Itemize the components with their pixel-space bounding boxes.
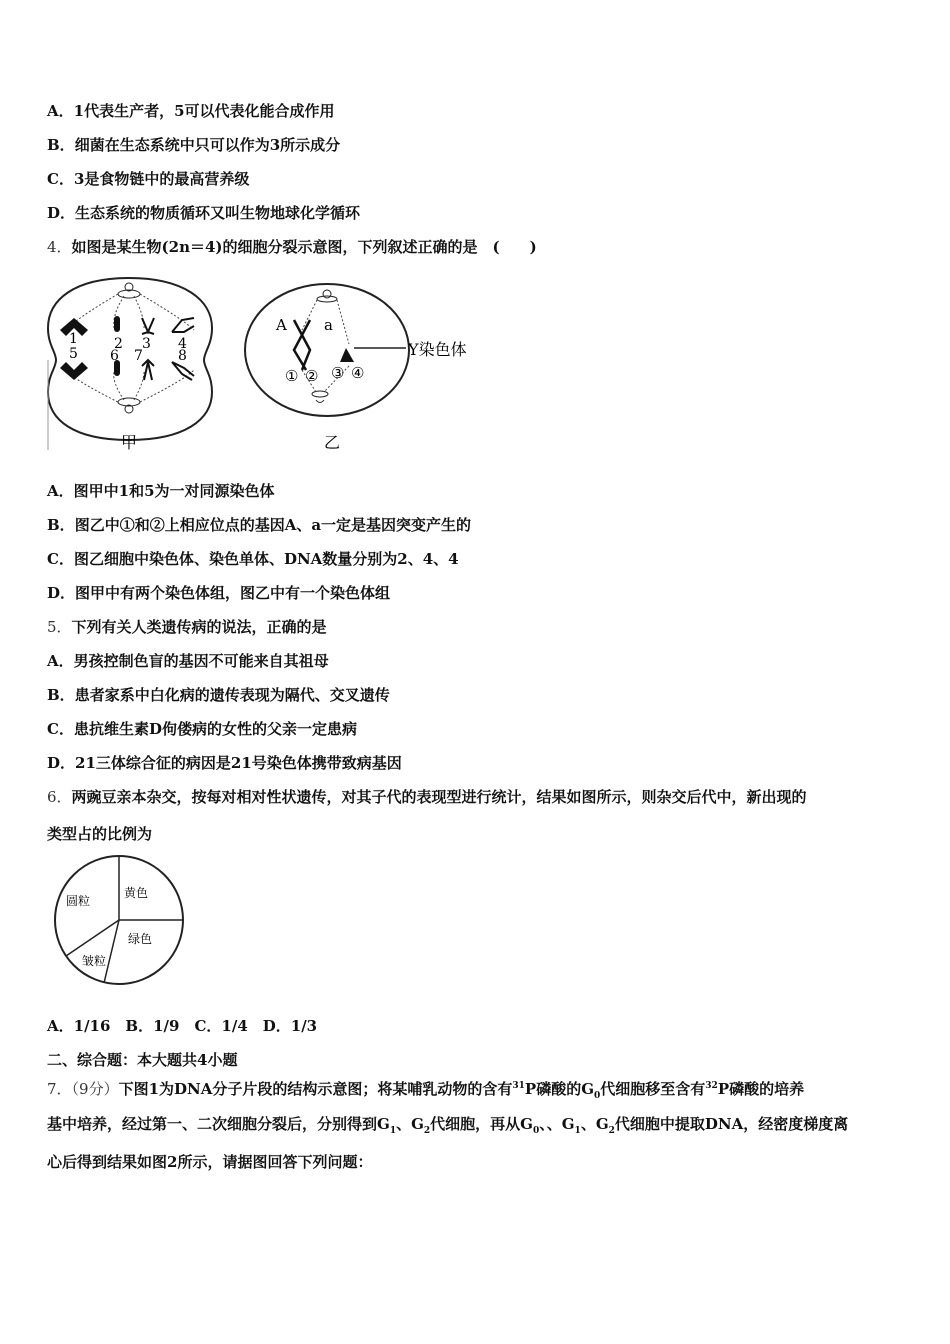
yi-caption: 乙 [324, 433, 341, 452]
q4-option-a: A．图甲中1和5为一对同源染色体 [47, 482, 275, 500]
pie-label-green: 绿色 [128, 932, 153, 946]
jia-label-3: 3 [142, 336, 151, 352]
yi-label-2: ② [305, 367, 319, 385]
q6-stem-line1: 6．两豌豆亲本杂交，按每对相对性状遗传，对其子代的表现型进行统计，结果如图所示，则杂交后代中，新出现的 [47, 788, 807, 806]
jia-label-8: 8 [178, 348, 187, 364]
yi-label-4: ④ [351, 364, 365, 382]
yi-label-A: A [276, 316, 287, 334]
q5-option-d: D．21三体综合征的病因是21号染色体携带致病基因 [47, 754, 402, 772]
jia-label-2: 2 [114, 336, 123, 352]
cell-yi [245, 284, 409, 416]
q4-option-b: B．图乙中①和②上相应位点的基因A、a一定是基因突变产生的 [47, 516, 472, 534]
q6-pie-figure [44, 855, 194, 990]
q6-options: A．1/16 B．1/9 C．1/4 D．1/3 [47, 1017, 318, 1035]
q3-option-c: C．3是食物链中的最高营养级 [47, 170, 250, 188]
section-2-heading: 二、综合题：本大题共4小题 [47, 1051, 238, 1069]
q5-stem: 5．下列有关人类遗传病的说法，正确的是 [47, 618, 327, 636]
pie-label-yellow: 黄色 [124, 886, 149, 900]
q3-option-d: D．生态系统的物质循环又叫生物地球化学循环 [47, 204, 361, 222]
jia-caption: 甲 [121, 433, 138, 452]
yi-label-a: a [324, 316, 333, 334]
q4-stem: 4．如图是某生物(2n＝4)的细胞分裂示意图，下列叙述正确的是 ( ) [47, 238, 537, 256]
jia-label-5: 5 [69, 346, 78, 362]
cell-jia [48, 278, 212, 450]
q3-option-a: A．1代表生产者，5可以代表化能合成作用 [47, 102, 335, 120]
q4-option-d: D．图甲中有两个染色体组，图乙中有一个染色体组 [47, 584, 391, 602]
q7-line2: 基中培养，经过第一、二次细胞分裂后，分别得到$G_1$、$G_2$代细胞，再从$G_0$、、$G_1$、$G_2$代细胞中提取DNA，经密度梯度离 [47, 1115, 849, 1136]
yi-label-3: ③ [331, 364, 345, 382]
jia-label-4: 4 [178, 336, 187, 352]
q5-option-c: C．患抗维生素D佝偻病的女性的父亲一定患病 [47, 720, 357, 738]
q7-line1: 7．（9分）下图1为DNA分子片段的结构示意图；将某哺乳动物的含有$^{31}$P磷酸的$G_0$代细胞移至含有$^{32}$P磷酸的培养 [47, 1080, 805, 1101]
pie-label-wrinkled: 皱粒 [82, 954, 107, 968]
jia-label-6: 6 [110, 348, 119, 364]
yi-pointer-label: Y染色体 [408, 340, 467, 359]
yi-label-1: ① [285, 367, 299, 385]
q5-option-a: A．男孩控制色盲的基因不可能来自其祖母 [47, 652, 329, 670]
q4-figure [44, 270, 514, 455]
q3-option-b: B．细菌在生态系统中只可以作为3所示成分 [47, 136, 341, 154]
q5-option-b: B．患者家系中白化病的遗传表现为隔代、交叉遗传 [47, 686, 390, 704]
jia-label-1: 1 [69, 331, 78, 347]
q7-line3: 心后得到结果如图2所示，请据图回答下列问题： [47, 1153, 373, 1171]
jia-label-7: 7 [134, 348, 143, 364]
q6-stem-line2: 类型占的比例为 [47, 825, 153, 843]
q4-option-c: C．图乙细胞中染色体、染色单体、DNA数量分别为2、4、4 [47, 550, 459, 568]
pie-label-round: 圆粒 [66, 894, 91, 908]
